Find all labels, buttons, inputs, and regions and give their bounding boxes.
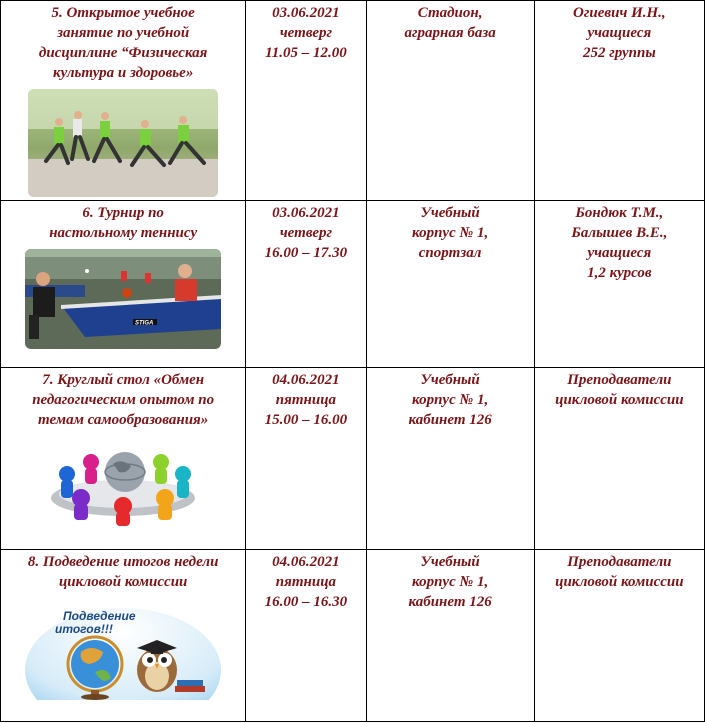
summary-caption-line: итогов!!! — [55, 622, 114, 636]
event-place-cell — [366, 368, 534, 550]
event-date-cell — [246, 1, 366, 201]
event-place: Учебный корпус № 1, кабинет 126 — [408, 554, 492, 610]
event-people: Бондюк Т.М., Балышев В.Е., учащиеся 1,2 курсов — [571, 205, 668, 281]
event-date: 03.06.2021 четверг 11.05 – 12.00 — [265, 5, 347, 61]
event-date-cell — [246, 550, 366, 722]
table-tennis-photo — [25, 249, 221, 349]
event-date-cell — [246, 201, 366, 368]
event-title-cell — [1, 1, 246, 201]
event-date: 03.06.2021 четверг 16.00 – 17.30 — [264, 205, 348, 261]
event-title: 8. Подведение итогов недели цикловой комиссии — [27, 554, 219, 590]
summary-owl-globe-illustration — [25, 600, 221, 700]
event-date: 04.06.2021 пятница 15.00 – 16.00 — [264, 372, 348, 428]
event-place-cell — [366, 550, 534, 722]
event-people-cell — [534, 201, 704, 368]
table-row — [1, 368, 705, 550]
outdoor-exercise-photo — [28, 89, 218, 197]
event-people: Огиевич И.Н., учащиеся 252 группы — [573, 5, 666, 61]
event-place: Учебный корпус № 1, кабинет 126 — [408, 372, 492, 428]
summary-caption-line: Подведение — [63, 609, 136, 623]
event-people-cell — [534, 1, 704, 201]
event-place: Учебный корпус № 1, спортзал — [412, 205, 489, 261]
event-place-cell — [366, 1, 534, 201]
table-row — [1, 550, 705, 722]
event-people: Преподаватели цикловой комиссии — [555, 554, 684, 590]
event-title-cell — [1, 550, 246, 722]
event-people: Преподаватели цикловой комиссии — [555, 372, 684, 408]
event-date: 04.06.2021 пятница 16.00 – 16.30 — [264, 554, 348, 610]
round-table-globe-illustration — [33, 436, 213, 528]
event-title-cell — [1, 201, 246, 368]
event-people-cell — [534, 368, 704, 550]
table-row — [1, 201, 705, 368]
event-place-cell — [366, 201, 534, 368]
event-date-cell — [246, 368, 366, 550]
event-title: 5. Открытое учебное занятие по учебной дисциплине “Физическая культура и здоровье» — [38, 5, 208, 81]
table-brand-text: STIGA — [135, 320, 154, 327]
table-row — [1, 1, 705, 201]
event-people-cell — [534, 550, 704, 722]
event-place: Стадион, аграрная база — [404, 5, 496, 41]
event-title: 7. Круглый стол «Обмен педагогическим опытом по темам самообразования» — [32, 372, 215, 428]
event-title-cell — [1, 368, 246, 550]
event-title: 6. Турнир по настольному теннису — [49, 205, 198, 241]
